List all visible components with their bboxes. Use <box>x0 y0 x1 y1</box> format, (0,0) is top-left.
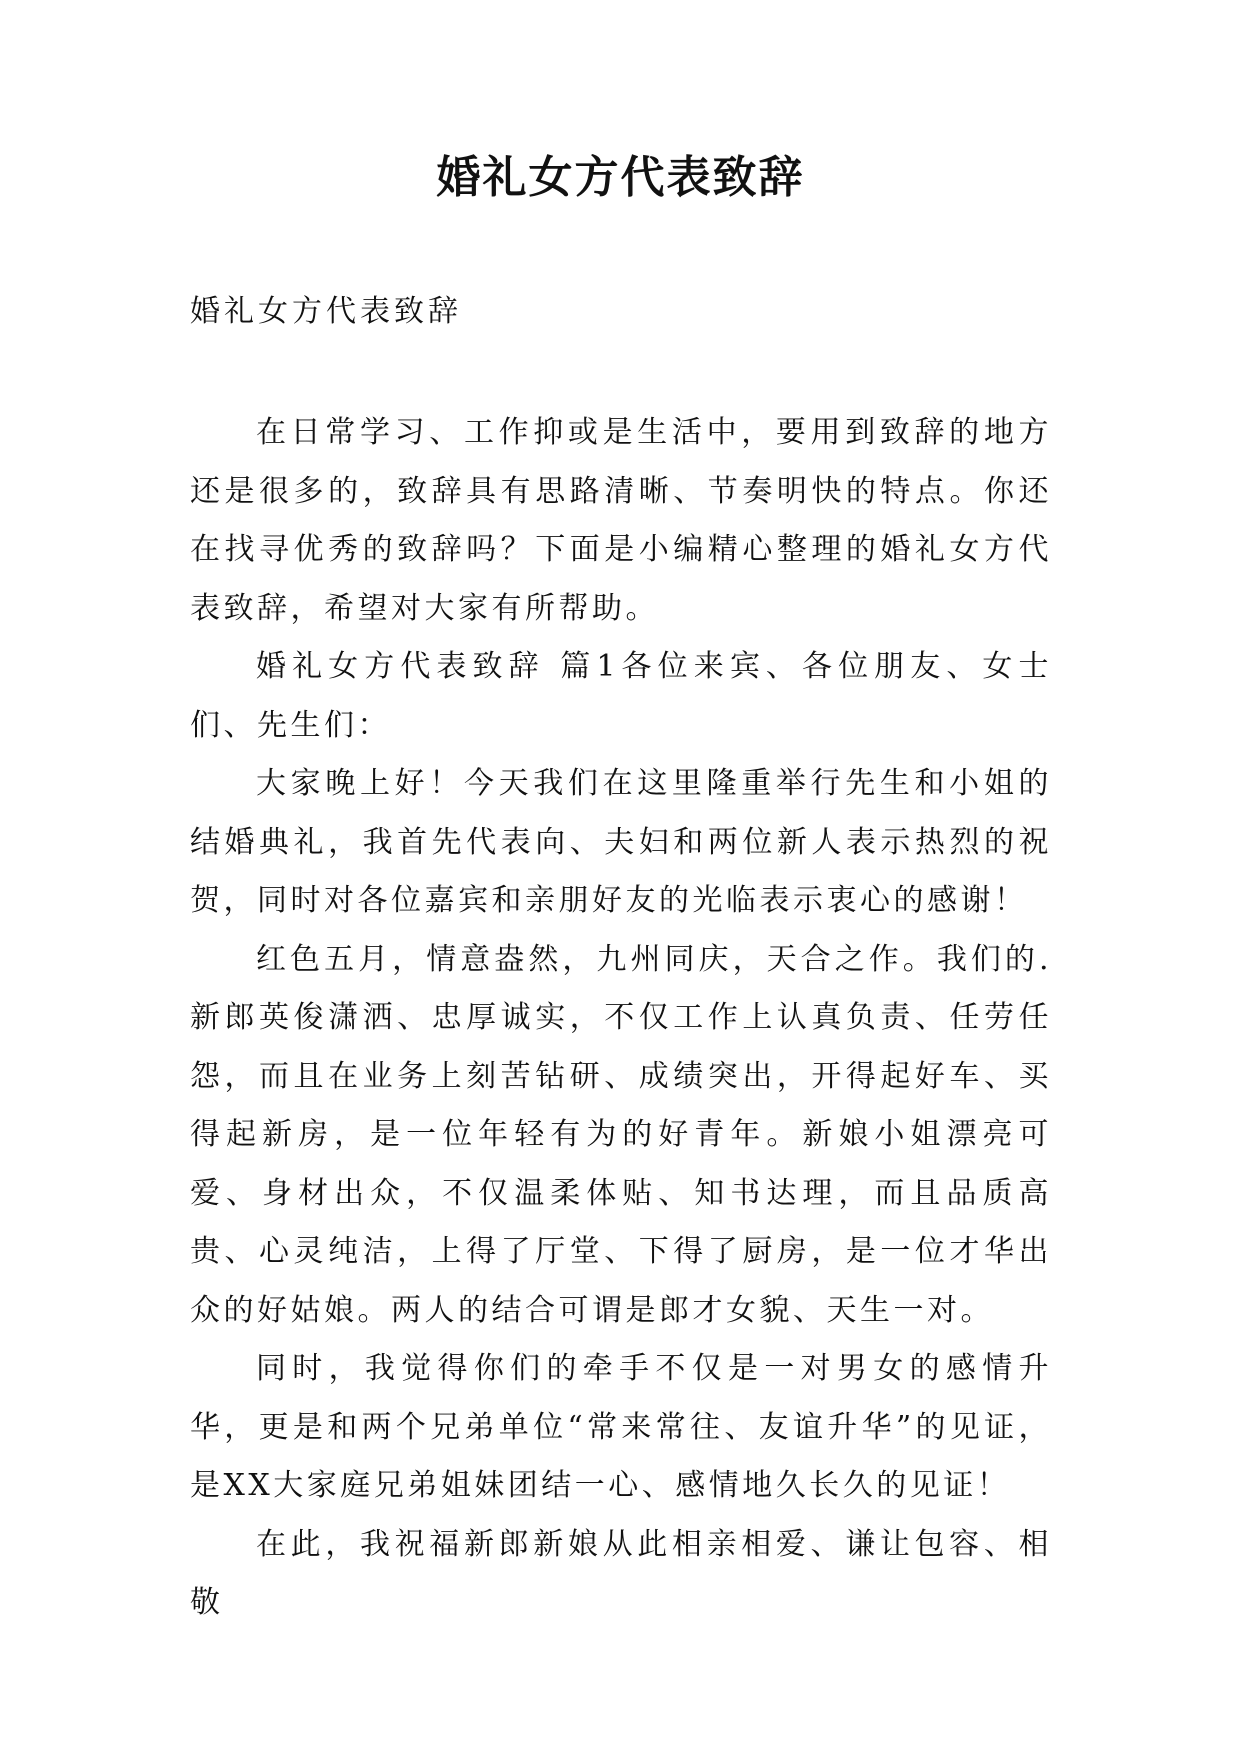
page-title: 婚礼女方代表致辞 <box>436 152 805 203</box>
document-body <box>190 404 1052 1633</box>
paragraph-greeting: 婚礼女方代表致辞 篇1各位来宾、各位朋友、女士们、先生们： <box>190 649 1052 743</box>
document-subtitle: 婚礼女方代表致辞 <box>190 294 462 329</box>
paragraph-intro: 在日常学习、工作抑或是生活中，要用到致辞的地方还是很多的，致辞具有思路清晰、节奏明快的特点。你还在找寻优秀的致辞吗？下面是小编精心整理的婚礼女方代表致辞，希望对大家有所帮助。 <box>190 415 1052 626</box>
paragraph-witness: 同时，我觉得你们的牵手不仅是一对男女的感情升华，更是和两个兄弟单位“常来常往、友谊升华”的见证，是XX大家庭兄弟姐妹团结一心、感情地久长久的见证！ <box>190 1351 1052 1503</box>
paragraph-couple: 红色五月，情意盎然，九州同庆，天合之作。我们的.新郎英俊潇洒、忠厚诚实，不仅工作上认真负责、任劳任怨，而且在业务上刻苦钻研、成绩突出，开得起好车、买得起新房，是一位年轻有为的好青年。新娘小姐漂亮可爱、身材出众，不仅温柔体贴、知书达理，而且品质高贵、心灵纯洁，上得了厅堂、下得了厨房，是一位才华出众的好姑娘。两人的结合可谓是郎才女貌、天生一对。 <box>190 941 1052 1328</box>
paragraph-blessing: 在此，我祝福新郎新娘从此相亲相爱、谦让包容、相敬 <box>190 1526 1052 1620</box>
paragraph-welcome: 大家晚上好！今天我们在这里隆重举行先生和小姐的结婚典礼，我首先代表向、夫妇和两位新人表示热烈的祝贺，同时对各位嘉宾和亲朋好友的光临表示衷心的感谢！ <box>190 766 1052 918</box>
